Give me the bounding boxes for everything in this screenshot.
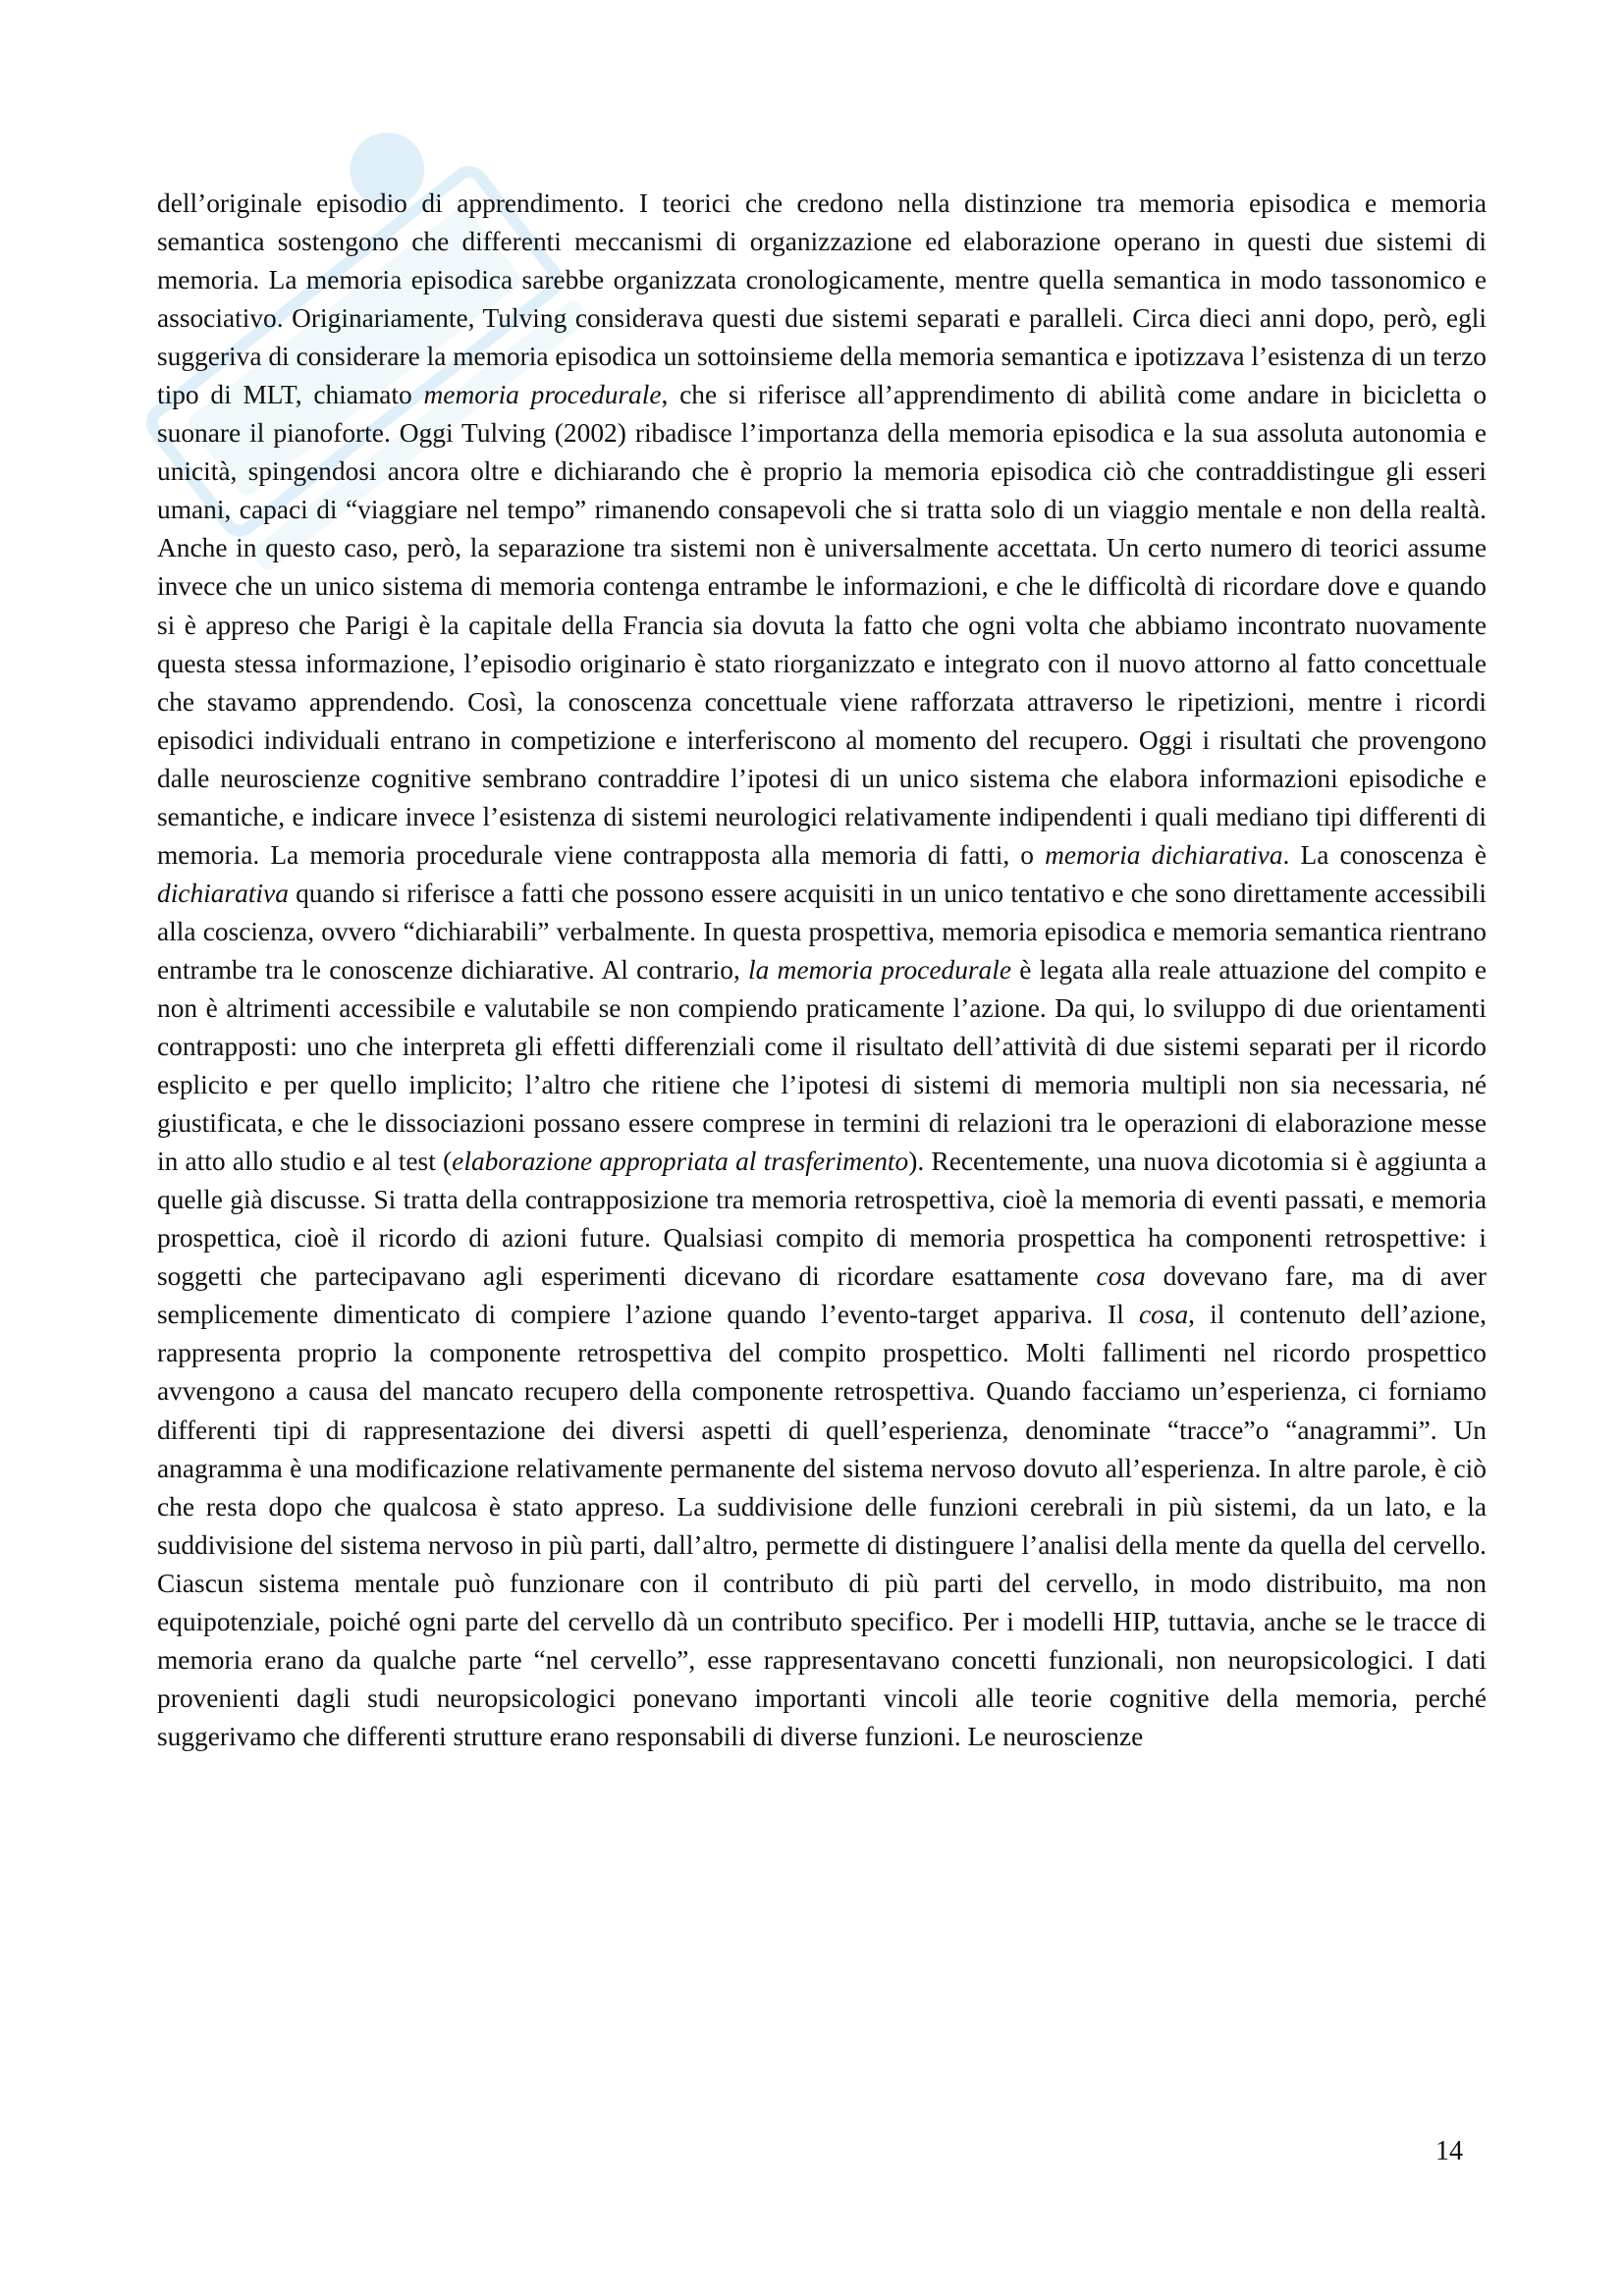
italic-term: cosa [1096,1261,1146,1292]
text-run: dell’originale episodio di apprendimento. I teorici che credono nella distinzione tra memoria episodica e memoria semantica sostengono che differenti meccanismi di organizzazione ed elaborazione operano in questi due sistemi di memoria. La memoria episodica sarebbe organizzata cronologicamente, mentre quella semantica in modo tassonomico e associativo. Originariamente, Tulving considerava questi due sistemi separati e paralleli. Circa dieci anni dopo, però, egli suggeriva di considerare la memoria episodica un sottoinsieme della memoria semantica e ipotizzava l’esistenza di un terzo tipo di MLT, chiamato [157,188,1487,410]
italic-term: dichiarativa [157,878,289,908]
text-run: ). Recentemente, una nuova dicotomia si è aggiunta a quelle già discusse. Si tratta della contrapposizione tra memoria retrospettiva, cioè la memoria di eventi passati, e memoria prospettica, cioè il ricordo di azioni future. Qualsiasi compito di memoria prospettica ha componenti retrospettive: i soggetti che partecipavano agli esperimenti dicevano di ricordare esattamente [157,1147,1487,1292]
text-run: . La conoscenza è [1282,839,1487,870]
text-run: , il contenuto dell’azione, rappresenta proprio la componente retrospettiva del compito prospettico. Molti fallimenti nel ricordo prospettico avvengono a causa del mancato recupero della componente retrospettiva. Quando facciamo un’esperienza, ci forniamo differenti tipi di rappresentazione dei diversi aspetti di quell’esperienza, denominate “tracce”o “anagrammi”. Un anagramma è una modificazione relativamente permanente del sistema nervoso dovuto all’esperienza. In altre parole, è ciò che resta dopo che qualcosa è stato appreso. La suddivisione delle funzioni cerebrali in più sistemi, da un lato, e la suddivisione del sistema nervoso in più parti, dall’altro, permette di distinguere l’analisi della mente da quella del cervello. Ciascun sistema mentale può funzionare con il contributo di più parti del cervello, in modo distribuito, ma non equipotenziale, poiché ogni parte del cervello dà un contributo specifico. Per i modelli HIP, tuttavia, anche se le tracce di memoria erano da qualche parte “nel cervello”, esse rappresentavano concetti funzionali, non neuropsicologici. I dati provenienti dagli studi neuropsicologici ponevano importanti vincoli alle teorie cognitive della memoria, perché suggerivamo che differenti strutture erano responsabili di diverse funzioni. Le neuroscienze [157,1300,1487,1751]
text-run: , che si riferisce all’apprendimento di abilità come andare in bicicletta o suonare il pianoforte. Oggi Tulving (2002) ribadisce l’importanza della memoria episodica e la sua assoluta autonomia e unicità, spingendosi ancora oltre e dichiarando che è proprio la memoria episodica ciò che contraddistingue gli esseri umani, capaci di “viaggiare nel tempo” rimanendo consapevoli che si tratta solo di un viaggio mentale e non della realtà. Anche in questo caso, però, la separazione tra sistemi non è universalmente accettata. Un certo numero di teorici assume invece che un unico sistema di memoria contenga entrambe le informazioni, e che le difficoltà di ricordare dove e quando si è appreso che Parigi è la capitale della Francia sia dovuta la fatto che ogni volta che abbiamo incontrato nuovamente questa stessa informazione, l’episodio originario è stato riorganizzato e integrato con il nuovo attorno al fatto concettuale che stavamo apprendendo. Così, la conoscenza concettuale viene rafforzata attraverso le ripetizioni, mentre i ricordi episodici individuali entrano in competizione e interferiscono al momento del recupero. Oggi i risultati che provengono dalle neuroscienze cognitive sembrano contraddire l’ipotesi di un unico sistema che elabora informazioni episodiche e semantiche, e indicare invece l’esistenza di sistemi neurologici relativamente indipendenti i quali mediano tipi differenti di memoria. La memoria procedurale viene contrapposta alla memoria di fatti, o [157,380,1488,870]
text-run: quando si riferisce a fatti che possono essere acquisiti in un unico tentativo e che sono direttamente accessibili alla coscienza, ovvero “dichiarabili” verbalmente. In questa prospettiva, memoria episodica e memoria semantica rientrano entrambe tra le conoscenze dichiarative. Al contrario, [157,878,1487,985]
italic-term: memoria procedurale [423,380,662,410]
body-text [157,185,1487,1756]
page-number: 14 [1435,2136,1463,2166]
italic-term: la memoria procedurale [748,954,1012,985]
italic-term: memoria dichiarativa [1045,839,1283,870]
italic-term: elaborazione appropriata al trasferimento [452,1147,909,1177]
italic-term: cosa [1138,1300,1189,1330]
text-run: è legata alla reale attuazione del compito e non è altrimenti accessibile e valutabile se non compiendo praticamente l’azione. Da qui, lo sviluppo di due orientamenti contrapposti: uno che interpreta gli effetti differenziali come il risultato dell’attività di due sistemi separati per il ricordo esplicito e per quello implicito; l’altro che ritiene che l’ipotesi di sistemi di memoria multipli non sia necessaria, né giustificata, e che le dissociazioni possano essere comprese in termini di relazioni tra le operazioni di elaborazione messe in atto allo studio e al test ( [157,954,1487,1177]
text-run: dovevano fare, ma di aver semplicemente dimenticato di compiere l’azione quando l’evento-target appariva. Il [157,1261,1488,1330]
